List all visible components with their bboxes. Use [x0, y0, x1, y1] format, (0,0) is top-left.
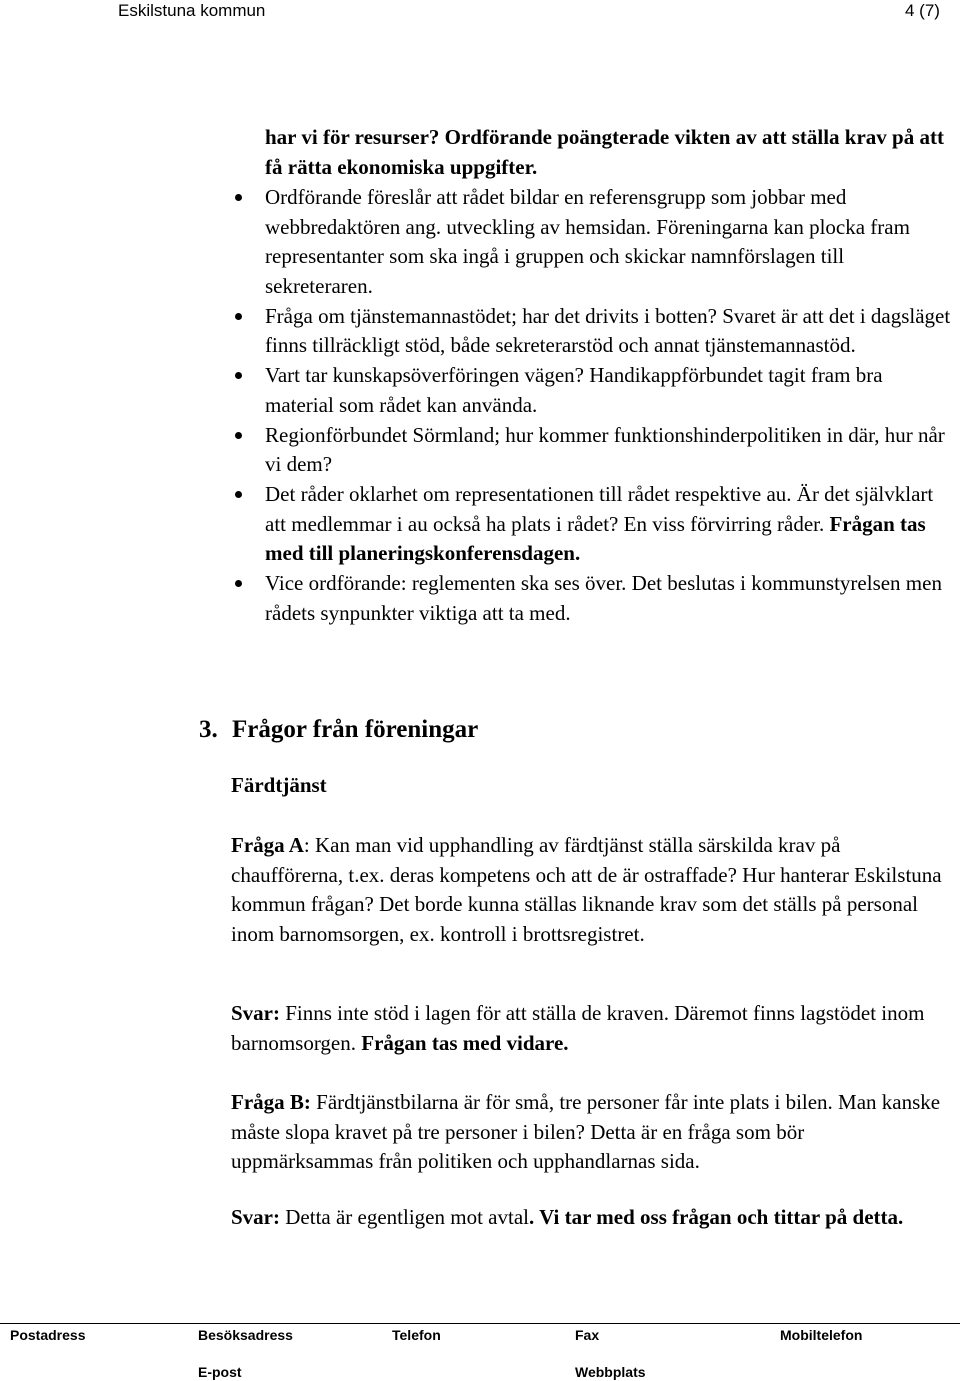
answer-a: Svar: Finns inte stöd i lagen för att ställa de kraven. Däremot finns lagstödet inom barnomsorgen. Frågan tas med vidare.: [231, 1001, 925, 1055]
footer-mobiltelefon: Mobiltelefon: [780, 1327, 863, 1343]
continuation-text: har vi för resurser? Ordförande poängterade vikten av att ställa krav på att få rätta ekonomiska uppgifter.: [265, 125, 944, 179]
footer-webbplats: Webbplats: [575, 1364, 646, 1380]
list-item: Vart tar kunskapsöverföringen vägen? Handikappförbundet tagit fram bra material som rådet kan använda.: [265, 361, 955, 420]
footer-fax: Fax: [575, 1327, 600, 1343]
subheading: Färdtjänst: [231, 773, 327, 797]
bullet-list: [265, 183, 955, 629]
bold-decision: Frågan tas med till planeringskonferensdagen.: [265, 511, 926, 565]
answer-b: Svar: Detta är egentligen mot avtal. Vi tar med oss frågan och tittar på detta.: [231, 1205, 904, 1229]
footer-telefon: Telefon: [392, 1327, 441, 1343]
list-item: Vice ordförande: reglementen ska ses över. Det beslutas i kommunstyrelsen men rådets synpunkter viktiga att ta med.: [265, 569, 955, 628]
question-a: Fråga A: Kan man vid upphandling av färdtjänst ställa särskilda krav på chaufförerna, t.ex. deras kompetens och att de är ostraffade? Hur hanterar Eskilstuna kommun frågan? Det borde kunna ställas liknande krav som det ställs på personal inom barnomsorgen, ex. kontroll i brottsregistret.: [231, 833, 942, 946]
answer-b-label: Svar:: [231, 1205, 280, 1229]
footer-postadress: Postadress: [10, 1327, 86, 1343]
footer-epost: E-post: [198, 1364, 242, 1380]
organization-name: Eskilstuna kommun: [118, 1, 266, 20]
list-item: Ordförande föreslår att rådet bildar en referensgrupp som jobbar med webbredaktören ang. utveckling av hemsidan. Föreningarna kan plocka fram representanter som ska ingå i gruppen och skickar namnförslagen till sekreteraren.: [265, 183, 955, 301]
page-number: 4 (7): [905, 1, 940, 20]
footer-besoksadress: Besöksadress: [198, 1327, 293, 1343]
question-a-label: Fråga A: [231, 833, 304, 857]
answer-a-label: Svar:: [231, 1001, 280, 1025]
list-item: Regionförbundet Sörmland; hur kommer funktionshinderpolitiken in där, hur når vi dem?: [265, 421, 955, 480]
list-item: Det råder oklarhet om representationen till rådet respektive au. Är det självklart att medlemmar i au också ha plats i rådet? En viss förvirring råder. Frågan tas med till planeringskonferensdagen.: [265, 480, 955, 569]
footer-divider: [0, 1323, 960, 1324]
section-heading: [199, 716, 478, 744]
section-number: 3.: [199, 716, 218, 743]
question-b: Fråga B: Färdtjänstbilarna är för små, tre personer får inte plats i bilen. Man kanske måste slopa kravet på tre personer i bilen? Detta är en fråga som bör uppmärksammas från politiken och upphandlarnas sida.: [231, 1090, 941, 1173]
question-b-label: Fråga B:: [231, 1090, 311, 1114]
page-header: [0, 0, 960, 24]
section-title: Frågor från föreningar: [232, 716, 479, 743]
list-item: Fråga om tjänstemannastödet; har det drivits i botten? Svaret är att det i dagsläget finns tillräckligt stöd, både sekreterarstöd och annat tjänstemannastöd.: [265, 302, 955, 361]
